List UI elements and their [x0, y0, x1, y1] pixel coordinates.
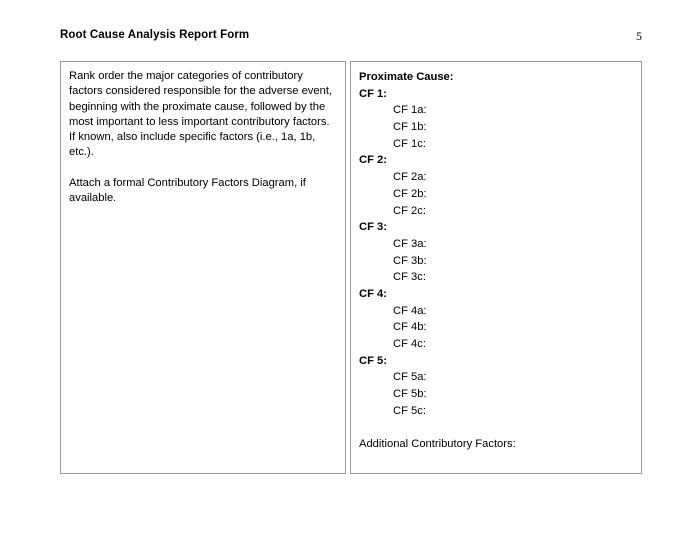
factor-subitem-label[interactable]: CF 2b: [393, 187, 427, 200]
factor-subitem-label[interactable]: CF 3b: [393, 254, 427, 267]
factor-heading-label[interactable]: CF 1: [359, 87, 387, 100]
instructions-content [61, 62, 345, 207]
factor-heading-label[interactable]: Additional Contributory Factors: [359, 438, 516, 451]
contributory-factors-list [351, 62, 641, 453]
factor-subitem-label[interactable]: CF 3c: [393, 271, 426, 284]
factor-subitem-label[interactable]: CF 3a: [393, 237, 427, 250]
page-header [60, 29, 642, 47]
factor-subitem-label[interactable]: CF 5c: [393, 404, 426, 417]
factor-heading-label[interactable]: CF 4: [359, 287, 387, 300]
factor-subitem-label[interactable]: CF 1b: [393, 121, 427, 134]
attachment-note: Attach a formal Contributory Factors Diagram, if available. [69, 177, 306, 205]
paragraph-gap [69, 161, 337, 176]
contributory-factors-cell[interactable] [350, 61, 642, 474]
factor-subitem-label[interactable]: CF 5a: [393, 371, 427, 384]
factor-subitem-label[interactable]: CF 1a: [393, 104, 427, 117]
factor-subitem-label[interactable]: CF 4c: [393, 338, 426, 350]
factor-heading-label[interactable]: CF 5: [359, 354, 387, 367]
factor-heading-label[interactable]: CF 3: [359, 221, 387, 234]
factor-heading-label[interactable]: CF 2: [359, 154, 387, 167]
instructions-cell [60, 61, 346, 474]
factor-subitem-label[interactable]: CF 2c: [393, 204, 426, 217]
factor-subitem-label[interactable]: CF 5b: [393, 388, 427, 401]
form-table [60, 61, 642, 474]
instruction-paragraph: Rank order the major categories of contributory factors considered responsible for the adverse event, beginning with the proximate cause, followed by the most important to less important contributory factors. If known, also include specific factors (i.e., 1a, 1b, etc.). [69, 70, 333, 159]
factor-subitem-label[interactable]: CF 4b: [393, 321, 427, 334]
factor-subitem-label[interactable]: CF 2a: [393, 171, 427, 184]
factor-subitem-label[interactable]: CF 4a: [393, 304, 427, 317]
page-title: Root Cause Analysis Report Form [60, 29, 250, 41]
page-number: 5 [636, 29, 642, 43]
factor-subitem-label[interactable]: CF 1c: [393, 137, 426, 150]
factor-heading-label[interactable]: Proximate Cause: [359, 71, 454, 83]
factor-line-spacer [359, 419, 641, 436]
